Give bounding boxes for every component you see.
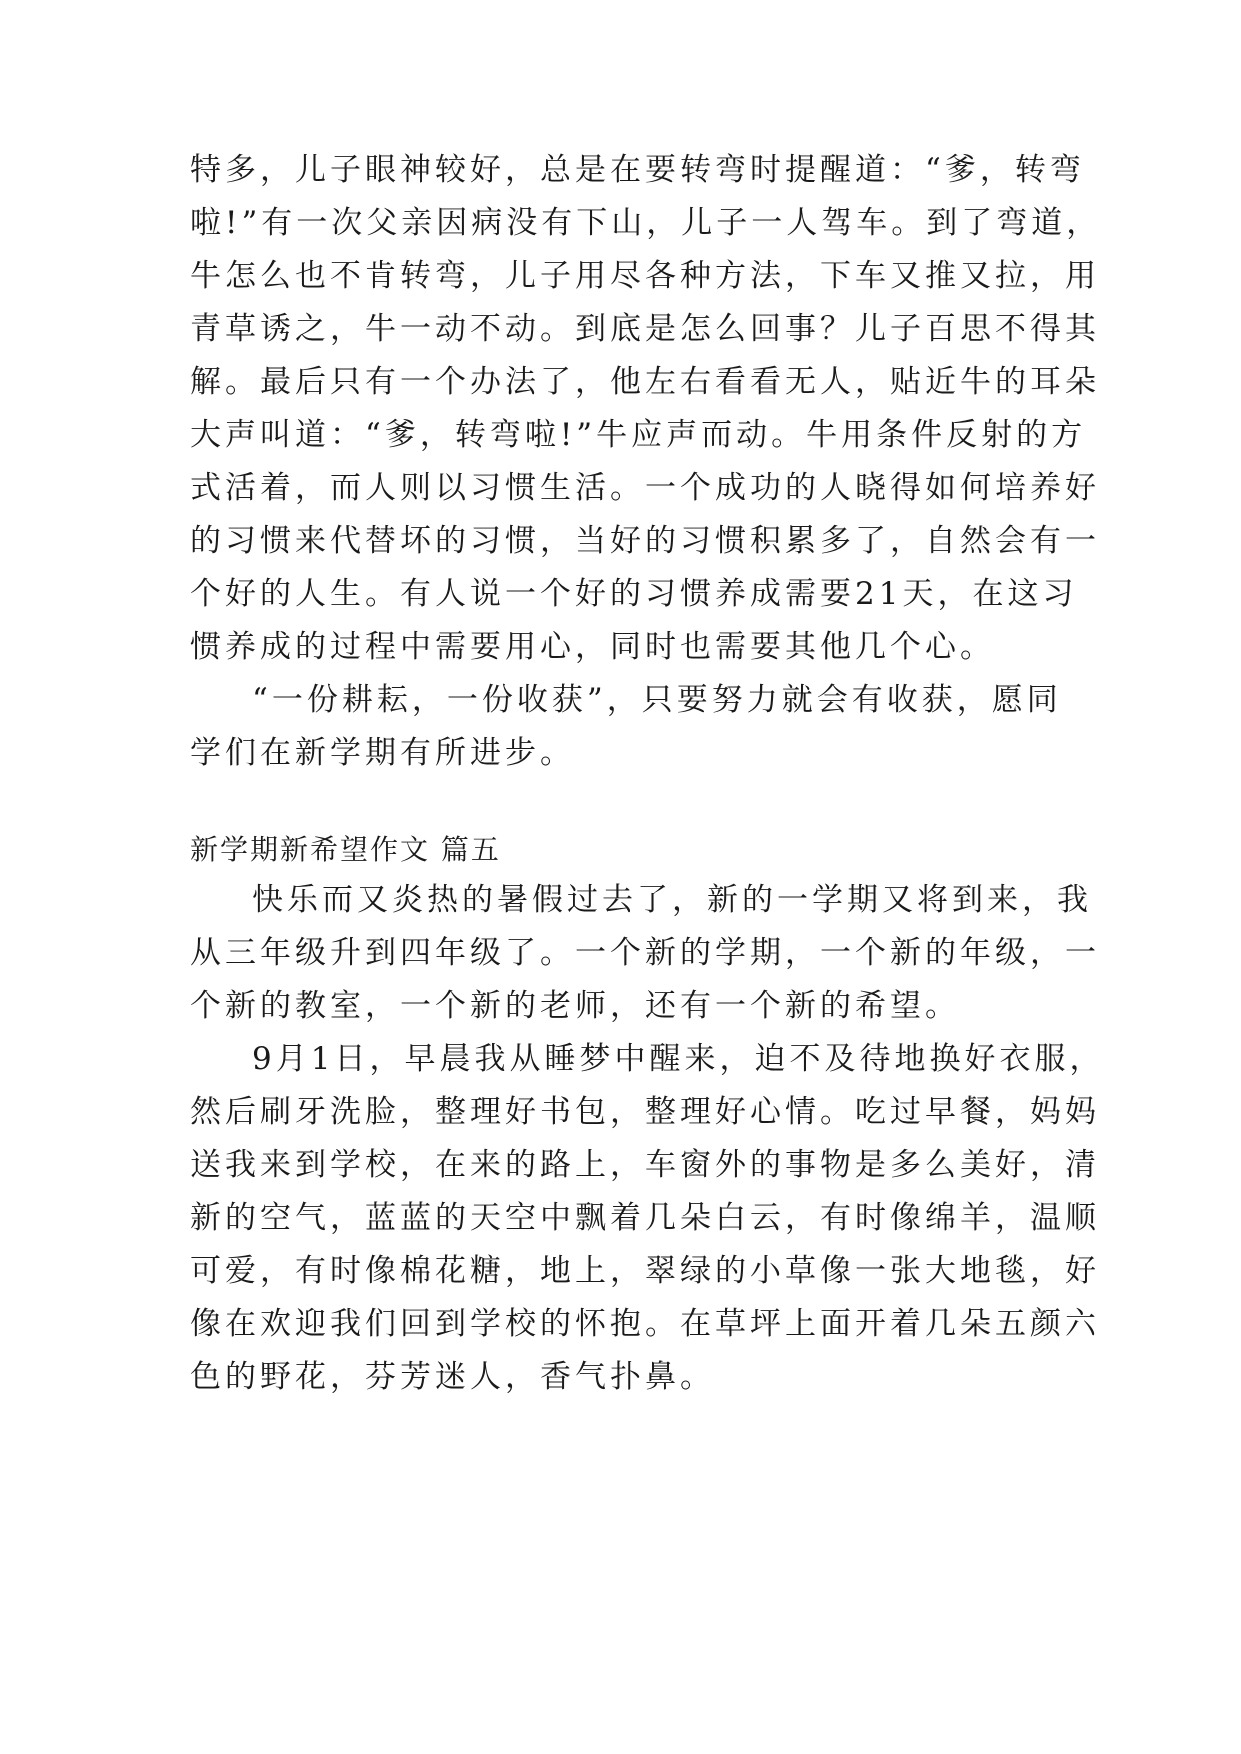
paragraph-line: “一份耕耘，一份收获”，只要努力就会有收获，愿同 [252,682,1062,718]
paragraph-line: 大声叫道：“爹，转弯啦!”牛应声而动。牛用条件反射的方 [190,417,1087,453]
paragraph-line: 式活着，而人则以习惯生活。一个成功的人晓得如何培养好 [190,470,1100,506]
paragraph-line: 解。最后只有一个办法了，他左右看看无人，贴近牛的耳朵 [190,364,1100,400]
paragraph-line: 快乐而又炎热的暑假过去了，新的一学期又将到来，我 [252,882,1092,918]
paragraph-line: 特多，儿子眼神较好，总是在要转弯时提醒道：“爹，转弯 [190,152,1085,188]
paragraph-line: 新的空气，蓝蓝的天空中飘着几朵白云，有时像绵羊，温顺 [190,1200,1100,1236]
paragraph-line: 9月1日，早晨我从睡梦中醒来，迫不及待地换好衣服， [252,1041,1105,1077]
paragraph-line: 惯养成的过程中需要用心，同时也需要其他几个心。 [190,629,995,665]
paragraph-line: 学们在新学期有所进步。 [190,735,575,771]
paragraph-line: 送我来到学校，在来的路上，车窗外的事物是多么美好，清 [190,1147,1100,1183]
paragraph-line: 个好的人生。有人说一个好的习惯养成需要21天，在这习 [190,576,1078,612]
paragraph-line: 像在欢迎我们回到学校的怀抱。在草坪上面开着几朵五颜六 [190,1306,1100,1342]
paragraph-line: 色的野花，芬芳迷人，香气扑鼻。 [190,1359,715,1395]
paragraph-line: 青草诱之，牛一动不动。到底是怎么回事？儿子百思不得其 [190,311,1100,347]
paragraph-line: 然后刷牙洗脸，整理好书包，整理好心情。吃过早餐，妈妈 [190,1094,1100,1130]
paragraph-line: 个新的教室，一个新的老师，还有一个新的希望。 [190,988,960,1024]
paragraph-line: 啦!”有一次父亲因病没有下山，儿子一人驾车。到了弯道， [190,205,1102,241]
paragraph-line: 从三年级升到四年级了。一个新的学期，一个新的年级，一 [190,935,1100,971]
paragraph-line: 的习惯来代替坏的习惯，当好的习惯积累多了，自然会有一 [190,523,1100,559]
paragraph-line: 可爱，有时像棉花糖，地上，翠绿的小草像一张大地毯，好 [190,1253,1100,1289]
section-heading: 新学期新希望作文 篇五 [190,833,501,866]
paragraph-line: 牛怎么也不肯转弯，儿子用尽各种方法，下车又推又拉，用 [190,258,1100,294]
